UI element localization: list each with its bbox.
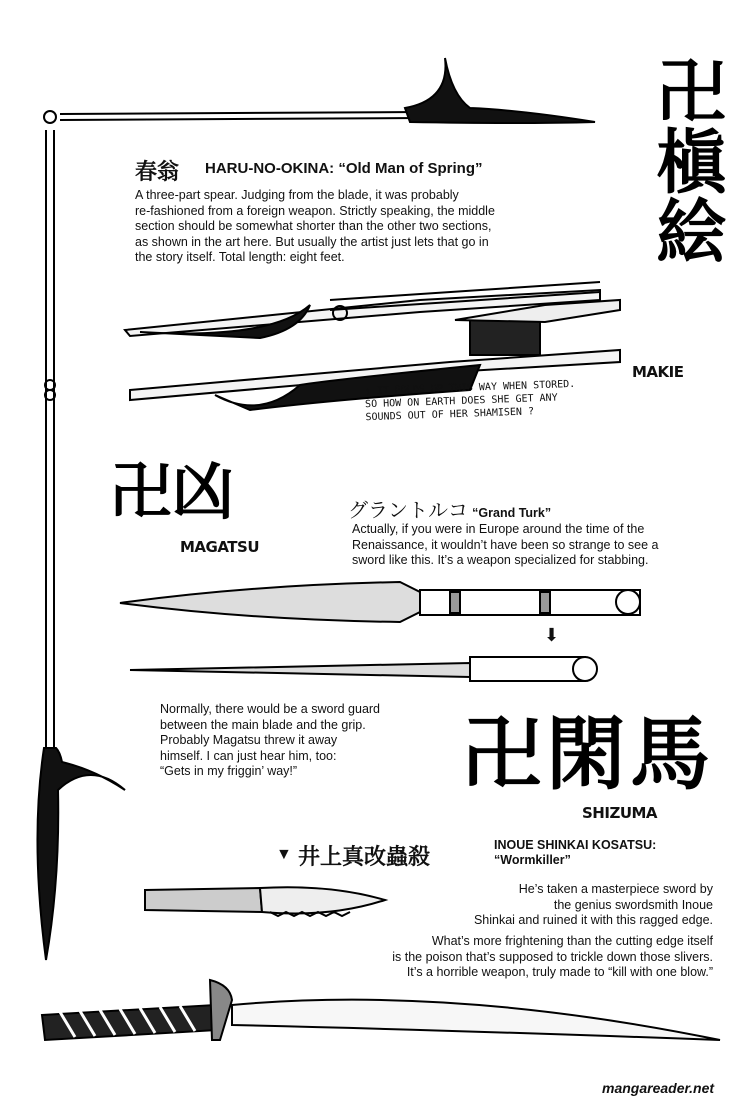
grand-turk-sword-bare [130,657,597,681]
grand-turk-description: Actually, if you were in Europe around the time of the Renaissance, it wouldn’t have been so strange to see a sword like this. It’s a weapon specialized for stabbing. [352,522,659,567]
spear-vertical-section [37,130,125,960]
wormkiller-english: “Wormkiller” [494,853,571,867]
triangle-marker-icon: ▼ [276,846,292,863]
spear-top-section [44,58,595,123]
haru-no-okina-description: A three-part spear. Judging from the blade, it was probably re-fashioned from a foreign weapon. Strictly speaking, the middle section should be somewhat shorter than the other two sections, as shown in the art here. But usually the artist just lets that go in the story itself. Total length: eight feet. [135,188,495,264]
wormkiller-description-2: What’s more frightening than the cutting edge itself is the poison that’s supposed to trickle down those slivers. It’s a horrible weapon, truly made to “kill with one blow.” [392,934,713,979]
haru-no-okina-kanji: 春翁 [135,159,180,185]
grand-turk-english: “Grand Turk” [472,506,552,520]
haru-no-okina-romaji: HARU-NO-OKINA: [205,160,335,177]
magatsu-brush-calligraphy: 卍凶 [110,455,235,528]
wormkiller-romaji: INOUE SHINKAI KOSATSU: [494,838,657,852]
katana [42,980,720,1040]
makie-brush-calligraphy: 卍槇絵 [645,55,728,265]
wormkiller-title [494,838,656,868]
shizuma-name: SHIZUMA [582,804,658,822]
down-arrow-icon: ⬇ [544,625,560,645]
watermark: mangareader.net [602,1080,715,1096]
grand-turk-title [348,494,551,523]
wormkiller-kanji: 井上真改蟲殺 [298,844,431,870]
grand-turk-katakana: グラントルコ [348,498,468,522]
wormkiller-sword [145,887,385,916]
haru-no-okina-english: “Old Man of Spring” [338,160,483,177]
wormkiller-description-1: He’s taken a masterpiece sword by the genius swordsmith Inoue Shinkai and ruined it with this ragged edge. [473,882,713,927]
magatsu-name: MAGATSU [180,538,260,556]
makie-name: MAKIE [632,363,684,381]
shizuma-brush-calligraphy: 卍閑馬 [462,707,714,801]
sword-guard-note: Normally, there would be a sword guard between the main blade and the grip. Probably Magatsu threw it away himself. I can just hear him, too: “Gets in my friggin’ way!” [160,702,381,778]
haru-no-okina-title [205,160,482,177]
folding-note: ↑ IT FOLDS UP THIS WAY WHEN STORED. SO HOW ON EARTH DOES SHE GET ANY SOUNDS OUT OF HER SHAMISEN ? [364,378,576,424]
grand-turk-sword [120,582,640,622]
